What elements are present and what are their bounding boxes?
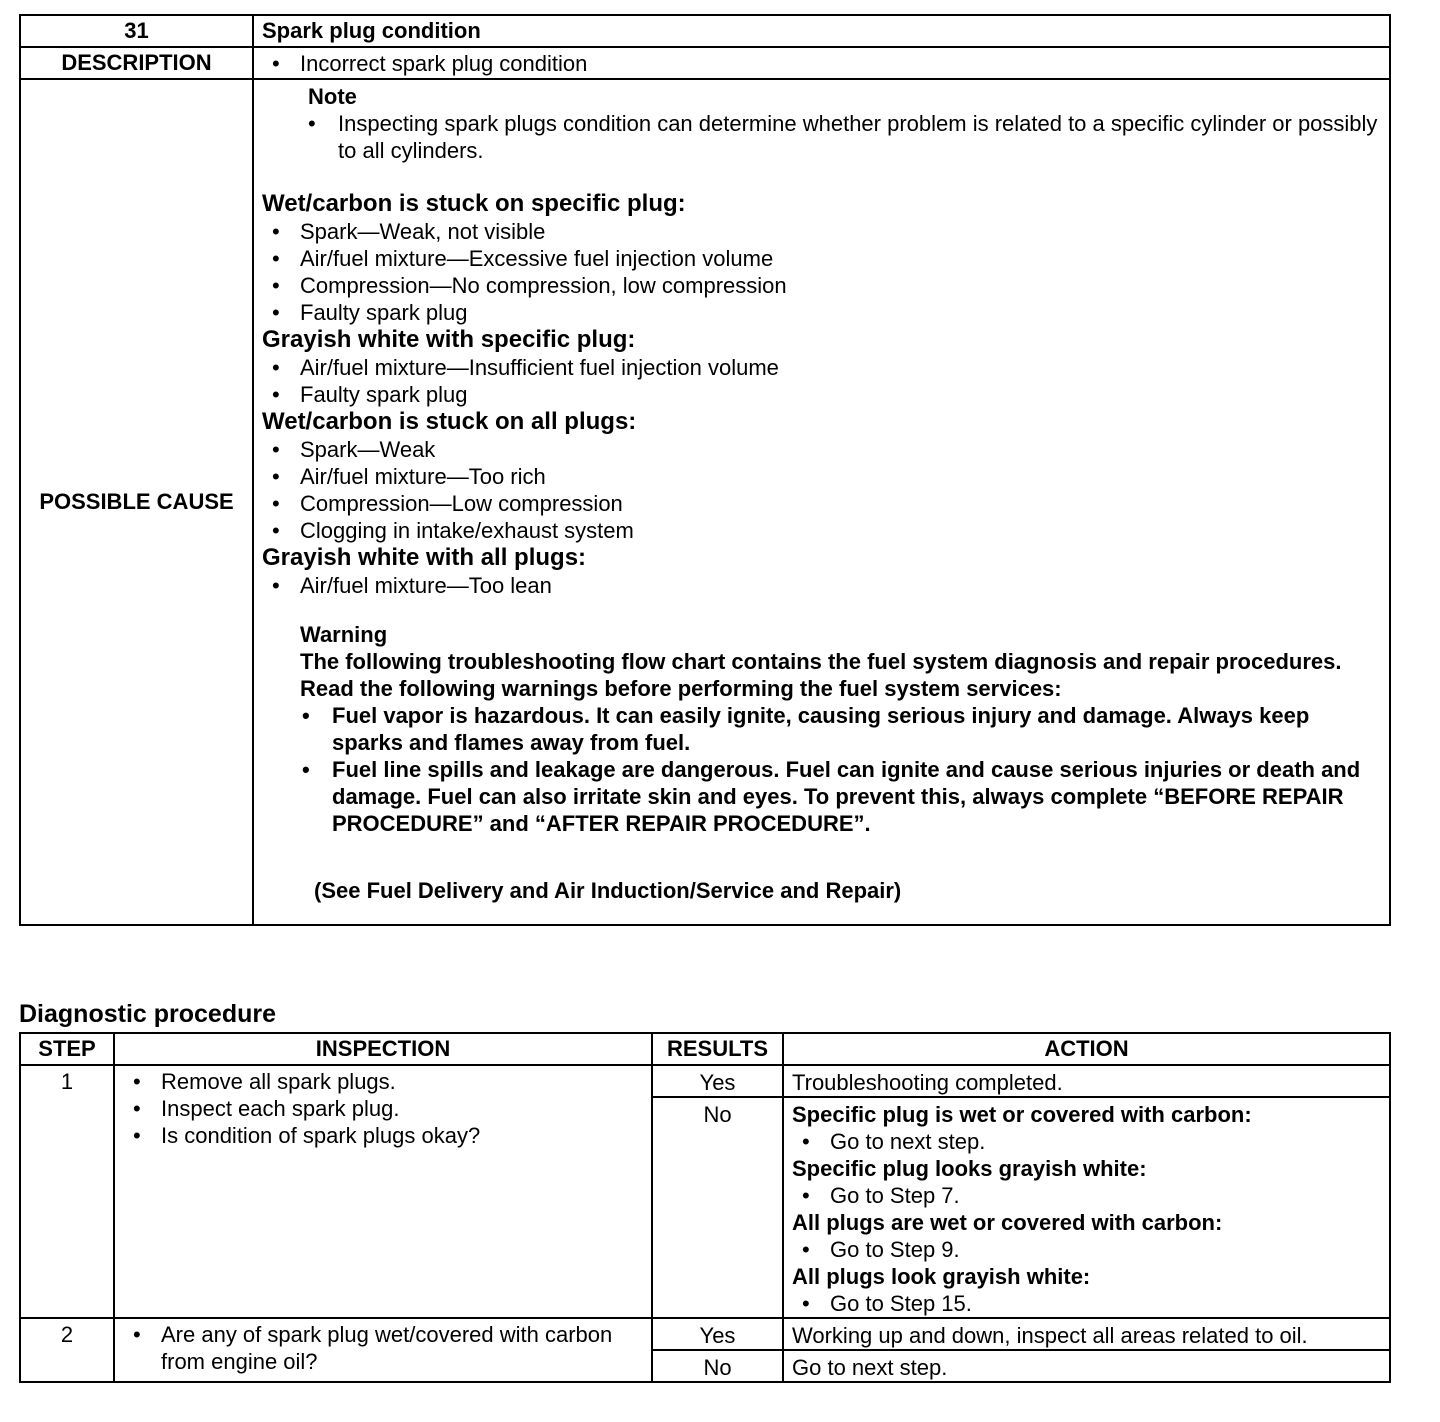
results-column-header: RESULTS <box>652 1033 783 1065</box>
action-column-header: ACTION <box>783 1033 1390 1065</box>
cause-item: • Spark—Weak <box>262 436 1381 463</box>
action-item: • Go to Step 7. <box>792 1182 1381 1209</box>
warning-text: Read the following warnings before performing the fuel system services: <box>300 676 1062 701</box>
action-heading: Specific plug looks grayish white: <box>792 1156 1147 1181</box>
action-no: Go to next step. <box>783 1350 1390 1382</box>
possible-cause-label: POSSIBLE CAUSE <box>20 79 253 925</box>
cause-item: • Spark—Weak, not visible <box>262 218 1381 245</box>
section-heading: Wet/carbon is stuck on all plugs: <box>262 408 637 435</box>
action-no <box>783 1097 1390 1318</box>
possible-cause-row <box>20 79 1390 925</box>
action-item: • Go to Step 15. <box>792 1290 1381 1317</box>
inspection-item: • Are any of spark plug wet/covered with carbon from engine oil? <box>123 1321 643 1375</box>
warning-heading: Warning <box>300 622 388 647</box>
step-number: 2 <box>20 1318 114 1382</box>
inspection-item: • Inspect each spark plug. <box>123 1095 643 1122</box>
step1-inspection <box>114 1065 652 1318</box>
step2-inspection <box>114 1318 652 1382</box>
action-heading: All plugs look grayish white: <box>792 1264 1091 1289</box>
action-heading: Specific plug is wet or covered with carbon: <box>792 1102 1252 1127</box>
warning-item: • Fuel vapor is hazardous. It can easily ignite, causing serious injury and damage. Always keep sparks and flames away from fuel. <box>300 702 1381 756</box>
action-yes: Working up and down, inspect all areas related to oil. <box>783 1318 1390 1350</box>
description-text: • Incorrect spark plug condition <box>262 50 1381 77</box>
warning-text: The following troubleshooting flow chart contains the fuel system diagnosis and repair procedures. <box>300 649 1342 674</box>
cause-item: • Compression—Low compression <box>262 490 1381 517</box>
result-no: No <box>652 1350 783 1382</box>
dtc-number: 31 <box>20 15 253 47</box>
section-heading: Grayish white with all plugs: <box>262 544 587 571</box>
inspection-item: • Remove all spark plugs. <box>123 1068 643 1095</box>
description-label: DESCRIPTION <box>20 47 253 79</box>
result-no: No <box>652 1097 783 1318</box>
section-heading: Grayish white with specific plug: <box>262 326 636 353</box>
step1-yes-row <box>20 1065 1390 1097</box>
step-number: 1 <box>20 1065 114 1318</box>
cause-item: • Air/fuel mixture—Insufficient fuel injection volume <box>262 354 1381 381</box>
note-text: • Inspecting spark plugs condition can determine whether problem is related to a specific cylinder or possibly to all cylinders. <box>262 110 1381 164</box>
description-cell <box>253 47 1390 79</box>
result-yes: Yes <box>652 1065 783 1097</box>
step-column-header: STEP <box>20 1033 114 1065</box>
diagnostic-procedure-heading: Diagnostic procedure <box>19 1000 276 1028</box>
diagnostic-table <box>19 1032 1391 1383</box>
dtc-title: Spark plug condition <box>253 15 1390 47</box>
cause-item: • Air/fuel mixture—Too rich <box>262 463 1381 490</box>
cause-item: • Faulty spark plug <box>262 381 1381 408</box>
inspection-column-header: INSPECTION <box>114 1033 652 1065</box>
warning-block <box>262 621 1381 837</box>
step2-yes-row <box>20 1318 1390 1350</box>
cause-item: • Air/fuel mixture—Too lean <box>262 572 1381 599</box>
cause-item: • Faulty spark plug <box>262 299 1381 326</box>
note-heading: Note <box>308 84 357 109</box>
section-heading: Wet/carbon is stuck on specific plug: <box>262 190 686 217</box>
dtc-table <box>19 14 1391 926</box>
diagnostic-header-row <box>20 1033 1390 1065</box>
warning-item: • Fuel line spills and leakage are dangerous. Fuel can ignite and cause serious injuries or death and damage. Fuel can also irritate skin and eyes. To prevent this, always complete “BEFORE REPAIR PROCEDURE” and “AFTER REPAIR PROCEDURE”. <box>300 756 1381 837</box>
action-item: • Go to next step. <box>792 1128 1381 1155</box>
action-yes: Troubleshooting completed. <box>783 1065 1390 1097</box>
action-item: • Go to Step 9. <box>792 1236 1381 1263</box>
possible-cause-cell <box>253 79 1390 925</box>
inspection-item: • Is condition of spark plugs okay? <box>123 1122 643 1149</box>
action-heading: All plugs are wet or covered with carbon: <box>792 1210 1223 1235</box>
see-also-reference: (See Fuel Delivery and Air Induction/Service and Repair) <box>314 878 902 903</box>
cause-item: • Compression—No compression, low compression <box>262 272 1381 299</box>
dtc-title-row <box>20 15 1390 47</box>
cause-item: • Air/fuel mixture—Excessive fuel injection volume <box>262 245 1381 272</box>
cause-item: • Clogging in intake/exhaust system <box>262 517 1381 544</box>
result-yes: Yes <box>652 1318 783 1350</box>
description-row <box>20 47 1390 79</box>
